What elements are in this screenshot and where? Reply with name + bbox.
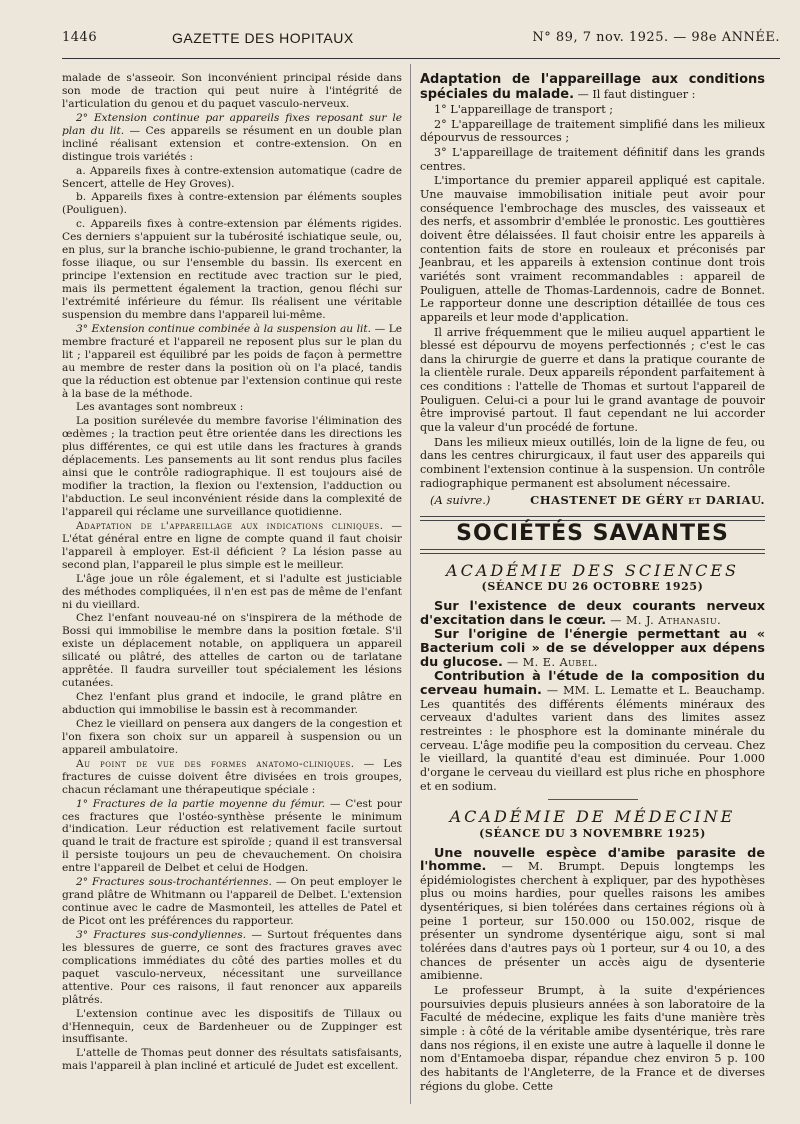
paragraph-heading: Adaptation de l'appareillage aux indications cliniques.: [76, 519, 384, 532]
paragraph: [420, 847, 765, 984]
paragraph: [420, 628, 765, 669]
left-column: [62, 72, 402, 1074]
communication-title: Sur l'existence de deux courants nerveux d'excitation dans le cœur.: [420, 599, 765, 628]
column-divider: [410, 64, 411, 1104]
communication-author: — M. E. Aubel.: [502, 655, 598, 669]
article-heading: Adaptation de l'appareillage aux conditions spéciales du malade.: [420, 72, 765, 102]
paragraph: L'extension continue avec les dispositifs de Tillaux ou d'Hennequin, ceux de Bardenheuer ou de Zuppinger est insuffisante.: [62, 1007, 402, 1046]
paragraph: Dans les milieux mieux outillés, loin de la ligne de feu, ou dans les centres chirurgicaux, il faut user des appareils qui combinent l'extension continue à la suspension. Un contrôle radiographique permanent est absolument nécessaire.: [420, 435, 765, 490]
paragraph-heading: 1° Fractures de la partie moyenne du fémur.: [76, 797, 326, 810]
header-rule: [62, 58, 780, 59]
paragraph: [420, 670, 765, 793]
paragraph-body: — Le membre fracturé et l'appareil ne reposent plus sur le plan du lit ; l'appareil est équilibré par les poids de façon à permettre au membre de rester dans la position où on l'a placé, tandis que la réduction est obtenue par l'extension continue qui reste à la base de la méthode.: [62, 322, 402, 400]
paragraph-body: — Surtout fréquentes dans les blessures de guerre, ce sont des fractures graves avec complications immédiates du côté des parties molles et du paquet vasculo-nerveux, nécessitant une surveillance attentive. Pour ces raisons, il faut renoncer aux appareils plâtrés.: [62, 928, 402, 1006]
paragraph: c. Appareils fixes à contre-extension par éléments rigides. Ces derniers s'appuient sur la tubérosité ischiatique seule, ou, en plus, sur la branche ischio-pubienne, le grand trochanter, la fosse iliaque, ou sur l'ensemble du bassin. Ils exercent en principe l'extension en rectitude avec traction sur le pied, mais ils permettent également la traction, genou fléchi sur l'extrémité inférieure du fémur. Ils réalisent une véritable suspension du membre dans l'appareil lui-même.: [62, 218, 402, 321]
paragraph-body: — Les fractures de cuisse doivent être divisées en trois groupes, chacun réclamant une thérapeutique spéciale :: [62, 757, 402, 796]
paragraph-body: — On peut employer le grand plâtre de Whitmann ou l'appareil de Delbet. L'extension continue avec le cadre de Masmonteil, les attelles de Patel et de Picot ont les préférences du rapporteur.: [62, 876, 402, 927]
paragraph: [62, 798, 402, 876]
session-date: (SÉANCE DU 26 OCTOBRE 1925): [481, 580, 704, 594]
paragraph: [62, 112, 402, 164]
communication-title: Contribution à l'étude de la composition du cerveau humain.: [420, 669, 765, 698]
paragraph-body: — MM. L. Lematte et L. Beauchamp. Les quantités des différents éléments minéraux des cerveaux d'adultes varient dans des limites assez restreintes : le phosphore est la dominante minérale du cerveau. L'âge modifie peu la composition du cerveau. Chez le vieillard, la quantité d'eau est diminuée. Pour 1.000 d'organe le cerveau du vieillard est plus riche en phosphore et en sodium.: [420, 683, 765, 793]
paragraph: L'importance du premier appareil appliqué est capitale. Une mauvaise immobilisation initiale peut avoir pour conséquence l'embrochage des muscles, des vaisseaux et des nerfs, et assombrir d'emblée le pronostic. Les gouttières doivent être délaissées. Il faut choisir entre les appareils à contention faits de store en rouleaux et préconisés par Jeanbrau, et les appareils à extension continue dont trois variétés sont vraiment recommandables : appareil de Pouliguen, attelle de Thomas-Lardennois, cadre de Bonnet. Le rapporteur donne une description détaillée de tous ces appareils et leur mode d'application.: [420, 174, 765, 324]
paragraph-heading: 3° Fractures sus-condyliennes.: [76, 928, 247, 941]
paragraph: Il arrive fréquemment que le milieu auquel appartient le blessé est dépourvu de moyens perfectionnés ; c'est le cas dans la chirurgie de guerre et dans la pratique courante de la clientèle rurale. Deux appareils répondent parfaitement à ces conditions : l'attelle de Thomas et surtout l'appareil de Pouliguen. Celui-ci a pour lui le grand avantage de pouvoir être improvisé partout. Il faut cependant ne lui accorder que la valeur d'un procédé de fortune.: [420, 325, 765, 435]
paragraph: 3° L'appareillage de traitement définitif dans les grands centres.: [420, 145, 765, 173]
academy-title: ACADÉMIE DES SCIENCES: [446, 560, 739, 580]
article-signature: [430, 494, 765, 508]
paragraph: [62, 929, 402, 1007]
academy-title: ACADÉMIE DE MÉDECINE: [449, 807, 736, 827]
paragraph-heading: 3° Extension continue combinée à la suspension au lit.: [76, 322, 372, 335]
paragraph: [62, 758, 402, 797]
paragraph: Chez l'enfant plus grand et indocile, le grand plâtre en abduction qui immobilise le bassin est à recommander.: [62, 691, 402, 716]
section-title: SOCIÉTÉS SAVANTES: [456, 521, 729, 547]
paragraph: 2° L'appareillage de traitement simplifié dans les milieux dépourvus de ressources ;: [420, 117, 765, 145]
paragraph: b. Appareils fixes à contre-extension par éléments souples (Pouliguen).: [62, 191, 402, 217]
paragraph: a. Appareils fixes à contre-extension automatique (cadre de Sencert, attelle de Hey Groves).: [62, 164, 402, 190]
separator-rule: [548, 799, 638, 800]
running-header: [62, 30, 780, 54]
paragraph-heading: Au point de vue des formes anatomo-cliniques.: [76, 757, 355, 770]
paragraph: La position surélevée du membre favorise l'élimination des œdèmes ; la traction peut être orientée dans les directions les plus différentes, ce qui est utile dans les fractures à grands déplacements. Les pansements au lit sont rendus plus faciles ainsi que le contrôle radiographique. Il est toujours aisé de modifier la traction, la flexion ou l'extension, l'adduction ou l'abduction. Le seul inconvénient réside dans la complexité de l'appareil qui réclame une surveillance quotidienne.: [62, 415, 402, 518]
page-number: 1446: [62, 30, 98, 45]
communication-title: Une nouvelle espèce d'amibe parasite de l'homme.: [420, 845, 765, 875]
paragraph: Le professeur Brumpt, à la suite d'expériences poursuivies depuis plusieurs années à son laboratoire de la Faculté de médecine, explique les faits d'une manière très simple : à côté de la véritable amibe dysentérique, très rare dans nos régions, il en existe une autre à laquelle il donne le nom d'Entamoeba dispar, répandue chez environ 5 p. 100 des habitants de l'Angleterre, de la France et de diverses régions du globe. Cette: [420, 984, 765, 1093]
paragraph: [62, 323, 402, 401]
paragraph: [420, 72, 765, 102]
section-rule: [420, 549, 765, 554]
paragraph: malade de s'asseoir. Son inconvénient principal réside dans son mode de traction qui peut nuire à l'intégrité de l'articulation du genou et du paquet vasculo-nerveux.: [62, 72, 402, 110]
paragraph: Les avantages sont nombreux :: [76, 401, 244, 414]
issue-info: N° 89, 7 nov. 1925. — 98e ANNÉE.: [532, 30, 780, 45]
communication-author: — M. J. Athanasiu.: [606, 613, 722, 627]
paragraph-body: — M. Brumpt. Depuis longtemps les épidémiologistes cherchent à expliquer, par des hypothèses plus ou moins hardies, pour quelles raisons les amibes dysentériques, si bien tolérées dans certaines régions où à peine 1 porteur, sur 150.000 ou 150.002, risque de présenter un syndrome dysentérique aigu, sont si mal tolérées dans d'autres pays où 1 porteur, sur 4 ou 10, a des chances de présenter un accès aigu de dysenterie amibienne.: [420, 860, 765, 983]
session-date: (SÉANCE DU 3 NOVEMBRE 1925): [479, 826, 706, 840]
paragraph: 1° L'appareillage de transport ;: [434, 103, 614, 116]
paragraph: L'attelle de Thomas peut donner des résultats satisfaisants, mais l'appareil à plan incliné et articulé de Judet est excellent.: [62, 1047, 402, 1073]
communication-title: Sur l'origine de l'énergie permettant au « Bacterium coli » de se développer aux dépens du glucose.: [420, 627, 765, 670]
paragraph: Chez le vieillard on pensera aux dangers de la congestion et l'on fixera son choix sur un appareil à suspension ou un appareil ambulatoire.: [62, 717, 402, 756]
paragraph: Chez l'enfant nouveau-né on s'inspirera de la méthode de Bossi qui immobilise le membre dans la position fœtale. S'il existe un déplacement notable, on appliquera un appareil silicaté ou plâtré, des attelles de carton ou de tarlatane apprêtée. Il faudra surveiller tout spécialement les lésions cutanées.: [62, 612, 402, 690]
paragraph: [62, 520, 402, 572]
paragraph-heading: 2° Extension continue par appareils fixes reposant sur le plan du lit.: [62, 111, 402, 137]
paragraph: [62, 876, 402, 928]
paragraph-body: — Ces appareils se résument en un double plan incliné réalisant extension et contre-extension. On en distingue trois variétés :: [62, 124, 402, 163]
to-be-continued: (A suivre.): [430, 493, 491, 508]
journal-title: GAZETTE DES HOPITAUX: [172, 30, 354, 46]
article-authors: CHASTENET DE GÉRY et DARIAU.: [530, 493, 765, 508]
paragraph-heading: 2° Fractures sous-trochantériennes.: [76, 876, 272, 889]
paragraph: L'âge joue un rôle également, et si l'adulte est justiciable des méthodes compliquées, il n'en est pas de même de l'enfant ni du vieillard.: [62, 572, 402, 611]
paragraph-body: — C'est pour ces fractures que l'ostéo-synthèse présente le minimum d'indication. Leur réduction est relativement facile surtout quand le trait de fracture est spiroïde ; quand il est transversal il persiste toujours un peu de chevauchement. On choisira entre l'appareil de Delbet et celui de Hodgen.: [62, 797, 402, 875]
paragraph: [420, 600, 765, 627]
right-column: [420, 72, 765, 1094]
paragraph-body: — Il faut distinguer :: [574, 88, 696, 101]
paragraph-body: — L'état général entre en ligne de compte quand il faut choisir l'appareil à employer. Est-il déficient ? La lésion passe au second plan, l'appareil le plus simple est le meilleur.: [62, 519, 403, 571]
